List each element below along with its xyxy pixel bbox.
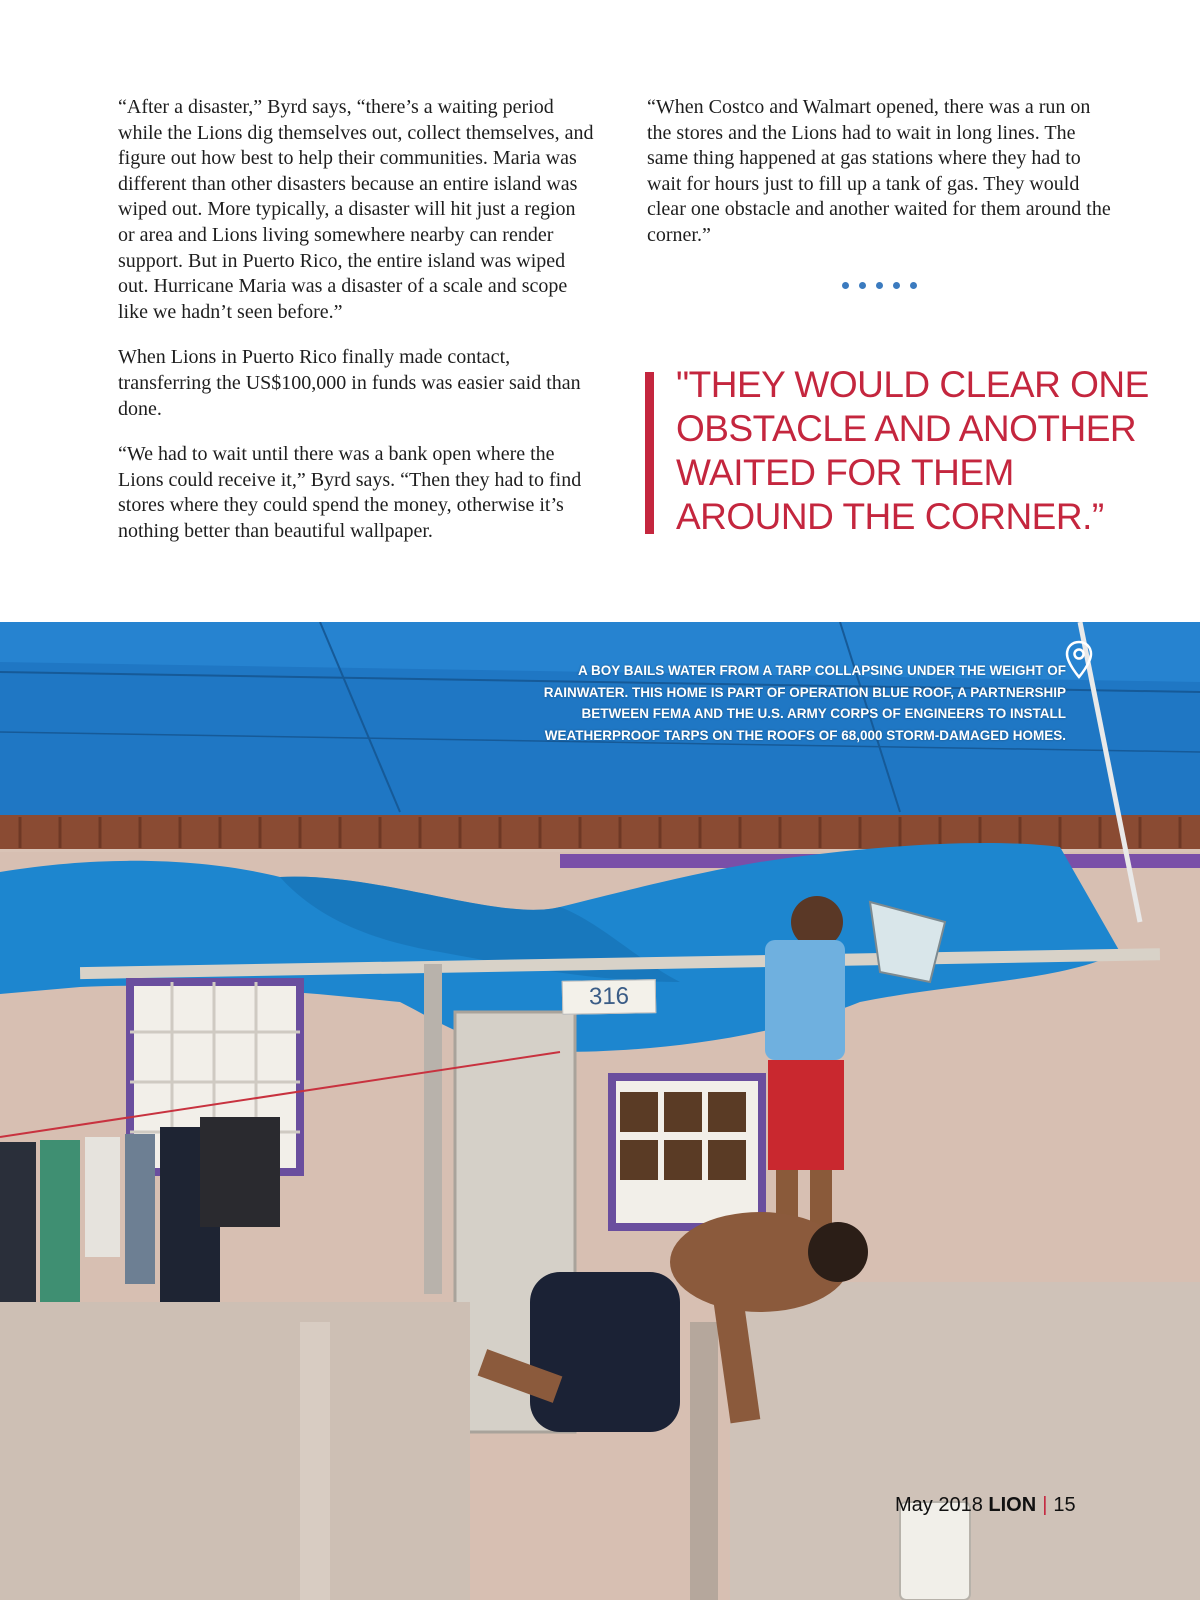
- page-number: 15: [1053, 1494, 1076, 1516]
- divider-dot: [859, 282, 866, 289]
- pull-quote-line: WAITED FOR THEM: [676, 452, 1014, 493]
- photo-illustration: [0, 622, 1200, 1600]
- body-paragraph: “We had to wait until there was a bank open where the Lions could receive it,” Byrd says. “Then they had to find stores where they could spend the money, otherwise it’s nothing better than beautiful wallpaper.: [118, 443, 582, 542]
- location-pin-icon: [1065, 640, 1093, 685]
- pull-quote-line: AROUND THE CORNER.”: [676, 496, 1104, 537]
- caption-line: BETWEEN FEMA AND THE U.S. ARMY CORPS OF ENGINEERS TO INSTALL: [581, 706, 1066, 721]
- pull-quote-line: "THEY WOULD CLEAR ONE: [676, 364, 1149, 405]
- issue-date: May 2018: [895, 1494, 983, 1516]
- divider-dot: [910, 282, 917, 289]
- right-text-column: [647, 95, 1117, 269]
- article-photo: [0, 622, 1200, 1600]
- page-footer: [895, 1494, 1076, 1517]
- divider-dot: [876, 282, 883, 289]
- pull-quote-bar: [645, 372, 654, 534]
- body-paragraph: “When Costco and Walmart opened, there was a run on the stores and the Lions had to wait in long lines. The same thing happened at gas stations where they had to wait for hours just to fill up a tank of gas. They would clear one obstacle and another waited for them around the corner.”: [647, 96, 1111, 246]
- left-text-column: [118, 95, 596, 565]
- pull-quote: [676, 363, 1156, 539]
- section-divider-dots: [842, 282, 917, 289]
- caption-line: RAINWATER. THIS HOME IS PART OF OPERATION BLUE ROOF, A PARTNERSHIP: [543, 684, 1066, 700]
- body-paragraph: “After a disaster,” Byrd says, “there’s a waiting period while the Lions dig themselves out, collect themselves, and figure out how best to help their communities. Maria was different than other disasters because an entire island was wiped out. More typically, a disaster will hit just a region or area and Lions living somewhere nearby can render support. But in Puerto Rico, the entire island was wiped out. Hurricane Maria was a disaster of a scale and scope like we hadn’t seen before.”: [118, 96, 594, 323]
- caption-line: WEATHERPROOF TARPS ON THE ROOFS OF 68,000 STORM-DAMAGED HOMES.: [544, 727, 1066, 743]
- caption-line: A BOY BAILS WATER FROM A TARP COLLAPSING UNDER THE WEIGHT OF: [578, 663, 1066, 678]
- pull-quote-line: OBSTACLE AND ANOTHER: [676, 408, 1137, 449]
- footer-separator: |: [1042, 1494, 1048, 1516]
- divider-dot: [893, 282, 900, 289]
- magazine-name: LION: [988, 1494, 1037, 1516]
- divider-dot: [842, 282, 849, 289]
- body-paragraph: When Lions in Puerto Rico finally made contact, transferring the US$100,000 in funds was easier said than done.: [118, 346, 581, 420]
- house-number-sign: 316: [562, 979, 657, 1015]
- photo-caption: [506, 660, 1066, 746]
